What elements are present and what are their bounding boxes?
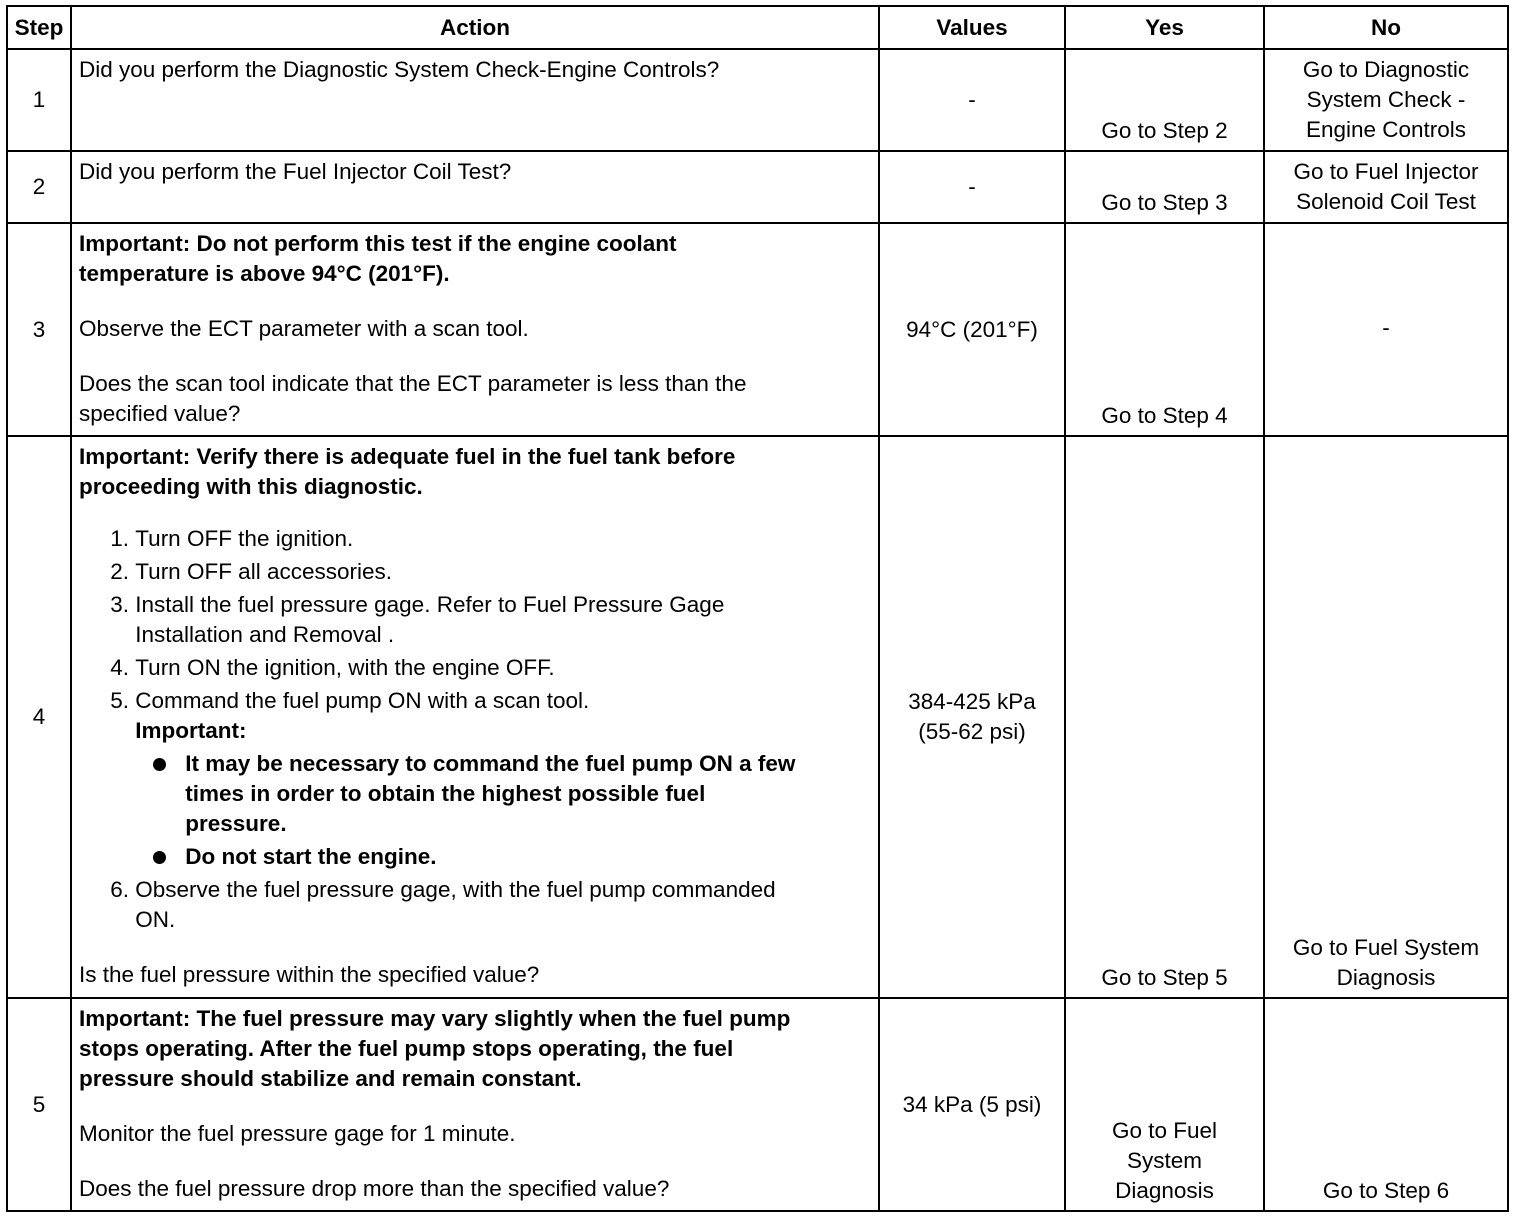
action-cell xyxy=(71,436,879,998)
list-text-line: ON. xyxy=(135,907,176,932)
step-number: 4 xyxy=(7,436,71,998)
action-cell xyxy=(71,223,879,436)
action-cell xyxy=(71,49,879,151)
important-note xyxy=(79,229,870,289)
bullet-line: pressure. xyxy=(185,811,287,836)
step-number: 5 xyxy=(7,998,71,1211)
yes-link-fuel-system-diagnosis[interactable] xyxy=(1065,998,1264,1211)
list-text xyxy=(135,590,870,650)
action-cell xyxy=(71,998,879,1211)
yes-line: Go to Fuel xyxy=(1111,1118,1218,1143)
procedure-list xyxy=(79,524,870,935)
header-yes: Yes xyxy=(1065,6,1264,49)
monitor-instruction: Monitor the fuel pressure gage for 1 minute. xyxy=(79,1121,516,1146)
values-line: (55-62 psi) xyxy=(918,719,1026,744)
list-text: Turn OFF the ignition. xyxy=(135,526,354,551)
header-no: No xyxy=(1264,6,1508,49)
no-line: Go to Fuel System xyxy=(1292,935,1480,960)
table-row-step-5 xyxy=(7,998,1508,1211)
action-question xyxy=(79,369,870,429)
bullet-icon xyxy=(135,749,185,839)
values-cell: - xyxy=(879,49,1065,151)
table-row-step-4 xyxy=(7,436,1508,998)
values-cell: 34 kPa (5 psi) xyxy=(879,998,1065,1211)
list-text-line: Install the fuel pressure gage. Refer to Fuel Pressure Gage xyxy=(135,592,725,617)
observe-instruction: Observe the ECT parameter with a scan tool. xyxy=(79,316,529,341)
bullet-text xyxy=(185,842,870,872)
list-text-line: Installation and Removal . xyxy=(135,622,395,647)
bullet-item xyxy=(135,842,870,872)
no-link-diagnostic-system-check[interactable] xyxy=(1264,49,1508,151)
no-link-fuel-injector-coil-test[interactable] xyxy=(1264,151,1508,223)
no-line: Solenoid Coil Test xyxy=(1296,189,1476,214)
important-line: Important: The fuel pressure may vary slightly when the fuel pump xyxy=(79,1006,791,1031)
list-number: 2. xyxy=(110,559,129,584)
bullet-list xyxy=(85,749,870,872)
important-note xyxy=(79,442,870,502)
question-line: Does the scan tool indicate that the ECT parameter is less than the xyxy=(79,371,747,396)
no-cell: - xyxy=(1264,223,1508,436)
list-text-line: Command the fuel pump ON with a scan tool. xyxy=(135,688,590,713)
list-number: 5. xyxy=(110,688,129,713)
table-row-step-1 xyxy=(7,49,1508,151)
bullet-text xyxy=(185,749,870,839)
diagnostic-table xyxy=(6,5,1509,1212)
important-line: pressure should stabilize and remain constant. xyxy=(79,1066,582,1091)
step-number: 2 xyxy=(7,151,71,223)
header-values: Values xyxy=(879,6,1065,49)
no-link-fuel-system-diagnosis[interactable] xyxy=(1264,436,1508,998)
values-cell: 94°C (201°F) xyxy=(879,223,1065,436)
bullet-line: times in order to obtain the highest possible fuel xyxy=(185,781,706,806)
yes-line: Diagnosis xyxy=(1115,1178,1214,1203)
no-line: Go to Fuel Injector xyxy=(1293,159,1479,184)
list-item xyxy=(79,557,870,587)
yes-link-go-to-step-4[interactable]: Go to Step 4 xyxy=(1065,223,1264,436)
action-question: Does the fuel pressure drop more than the specified value? xyxy=(79,1176,670,1201)
step-number: 3 xyxy=(7,223,71,436)
bullet-icon xyxy=(135,842,185,872)
action-question: Did you perform the Diagnostic System Check-Engine Controls? xyxy=(79,57,720,82)
important-line: stops operating. After the fuel pump stops operating, the fuel xyxy=(79,1036,734,1061)
bullet-line: Do not start the engine. xyxy=(185,844,437,869)
yes-link-go-to-step-3[interactable]: Go to Step 3 xyxy=(1065,151,1264,223)
no-link-go-to-step-6[interactable]: Go to Step 6 xyxy=(1264,998,1508,1211)
important-note xyxy=(79,1004,870,1094)
yes-link-go-to-step-2[interactable]: Go to Step 2 xyxy=(1065,49,1264,151)
list-text xyxy=(135,686,870,872)
header-action: Action xyxy=(71,6,879,49)
step-number: 1 xyxy=(7,49,71,151)
list-item xyxy=(79,524,870,554)
no-line: Engine Controls xyxy=(1305,117,1467,142)
action-question: Is the fuel pressure within the specified value? xyxy=(79,962,540,987)
header-step: Step xyxy=(7,6,71,49)
list-number: 1. xyxy=(110,526,129,551)
list-item xyxy=(79,590,870,650)
table-row-step-3 xyxy=(7,223,1508,436)
sub-important-label: Important: xyxy=(135,718,247,743)
important-line: proceeding with this diagnostic. xyxy=(79,474,423,499)
list-number: 6. xyxy=(110,877,129,902)
values-cell: - xyxy=(879,151,1065,223)
no-line: Diagnosis xyxy=(1336,965,1436,990)
important-line: temperature is above 94°C (201°F). xyxy=(79,261,450,286)
list-number: 4. xyxy=(110,655,129,680)
no-line: Go to Diagnostic xyxy=(1302,57,1470,82)
question-line: specified value? xyxy=(79,401,241,426)
list-item xyxy=(79,653,870,683)
list-number: 3. xyxy=(110,592,129,617)
no-line: System Check - xyxy=(1306,87,1466,112)
action-cell xyxy=(71,151,879,223)
list-item xyxy=(79,875,870,935)
yes-line: System xyxy=(1126,1148,1202,1173)
list-text: Turn ON the ignition, with the engine OFF. xyxy=(135,655,555,680)
list-text xyxy=(135,875,870,935)
list-item xyxy=(79,686,870,872)
table-row-step-2 xyxy=(7,151,1508,223)
bullet-item xyxy=(135,749,870,839)
list-text-line: Observe the fuel pressure gage, with the fuel pump commanded xyxy=(135,877,776,902)
important-line: Important: Do not perform this test if the engine coolant xyxy=(79,231,677,256)
header-row xyxy=(7,6,1508,49)
bullet-line: It may be necessary to command the fuel pump ON a few xyxy=(185,751,796,776)
list-text: Turn OFF all accessories. xyxy=(135,559,392,584)
yes-link-go-to-step-5[interactable]: Go to Step 5 xyxy=(1065,436,1264,998)
important-line: Important: Verify there is adequate fuel in the fuel tank before xyxy=(79,444,736,469)
action-question: Did you perform the Fuel Injector Coil Test? xyxy=(79,159,512,184)
values-line: 384-425 kPa xyxy=(908,689,1036,714)
values-cell xyxy=(879,436,1065,998)
